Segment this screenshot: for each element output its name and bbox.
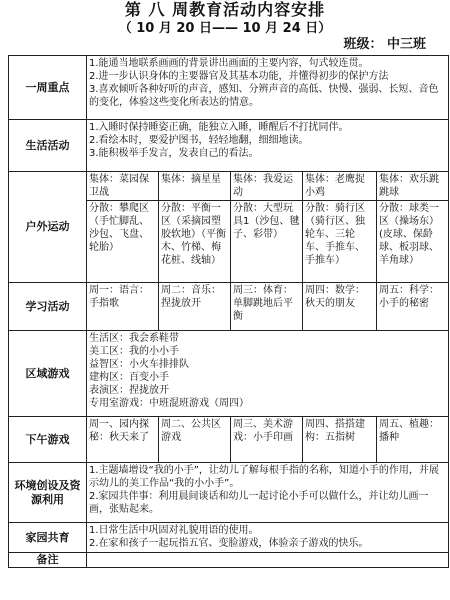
notes-content (87, 553, 449, 568)
label-life-activity: 生活活动 (9, 120, 87, 172)
page-title: 第 八 周教育活动内容安排 (124, 0, 326, 19)
outdoor-group-tue: 分散：平衡一区（采摘园塑胶软地）（平衡木、竹梯、梅花桩、线轴） (159, 201, 231, 283)
learning-wed: 周三：体育：单脚跳地后平衡 (231, 283, 303, 331)
home-cooperation-content (87, 523, 449, 553)
learning-thu: 周四：数学：秋天的朋友 (303, 283, 377, 331)
outdoor-collective-wed: 集体：我爱运动 (231, 172, 303, 201)
learning-tue: 周二：音乐：捏拢放开 (159, 283, 231, 331)
environment-line-1: 1.主题墙增设“我的小手”，让幼儿了解每根手指的名称，知道小手的作用，并展示幼儿的美工作品“我的小小手”。 (89, 465, 439, 489)
outdoor-collective-tue: 集体：摘星星 (159, 172, 231, 201)
outdoor-group-fri: 分散：球类一区（操场东）(皮球、保龄球、板羽球、羊角球） (377, 201, 449, 283)
row-weekly-focus (9, 56, 449, 120)
focus-line-2: 2.进一步认识身体的主要器官及其基本功能，并懂得初步的保护方法 (89, 71, 389, 82)
outdoor-group-thu: 分散：骑行区（骑行区、独轮车、三轮车、手推车、手推车） (303, 201, 377, 283)
row-environment (9, 463, 449, 523)
area-line-5: 表演区：捏拢放开 (89, 385, 169, 396)
outdoor-collective-mon: 集体：菜园保卫战 (87, 172, 159, 201)
afternoon-fri: 周五、植趣：播种 (377, 417, 449, 463)
row-afternoon-games (9, 417, 449, 463)
afternoon-mon: 周一、园内探秘：秋天来了 (87, 417, 159, 463)
label-outdoor: 户外运动 (9, 172, 87, 283)
life-line-1: 1.入睡时保持睡姿正确，能独立入睡，睡醒后不打扰同伴。 (89, 122, 349, 133)
afternoon-thu: 周四、搭搭建构：五指树 (303, 417, 377, 463)
focus-line-1: 1.能通当地联系画画的背景讲出画面的主要内容，句式较连贯。 (89, 58, 369, 69)
afternoon-wed: 周三、美术游戏：小手印画 (231, 417, 303, 463)
label-notes: 备注 (9, 553, 87, 568)
environment-line-2: 2.家园共伴事：利用晨间谈话和幼儿一起讨论小手可以做什么，并让幼儿画一画，张贴起来。 (89, 491, 429, 515)
row-learning (9, 283, 449, 331)
environment-content (87, 463, 449, 523)
label-environment: 环境创设及资源利用 (9, 463, 87, 523)
area-games-content (87, 331, 449, 417)
weekly-focus-content (87, 56, 449, 120)
row-notes (9, 553, 449, 568)
area-line-1: 生活区：我会系鞋带 (89, 333, 179, 344)
date-range: （ 10 月 20 日—— 10 月 24 日） (118, 21, 332, 36)
life-line-3: 3.能积极举手发言，发表自己的看法。 (89, 148, 259, 159)
row-life-activity (9, 120, 449, 172)
home-line-2: 2.在家和孩子一起玩指五官、变脸游戏，体验亲子游戏的快乐。 (89, 538, 369, 549)
life-line-2: 2.看绘本时，要爱护图书，轻轻地翻，细细地读。 (89, 135, 309, 146)
outdoor-group-wed: 分散：大型玩具1（沙包、毽子、彩带） (231, 201, 303, 283)
label-area-games: 区域游戏 (9, 331, 87, 417)
label-afternoon-games: 下午游戏 (9, 417, 87, 463)
area-line-4: 建构区：百变小手 (89, 372, 169, 383)
class-label: 班级： 中三班 (343, 37, 426, 52)
home-line-1: 1.日常生活中巩固对礼貌用语的使用。 (89, 525, 259, 536)
outdoor-group-mon: 分散：攀爬区（手忙脚乱、沙包、飞盘、轮胎） (87, 201, 159, 283)
area-line-6: 专用室游戏：中班混班游戏（周四） (89, 398, 249, 409)
learning-fri: 周五：科学：小手的秘密 (377, 283, 449, 331)
life-activity-content (87, 120, 449, 172)
row-home-cooperation (9, 523, 449, 553)
outdoor-collective-fri: 集体：欢乐跳跳球 (377, 172, 449, 201)
area-line-3: 益智区：小火车排排队 (89, 359, 189, 370)
learning-mon: 周一：语言：手指歌 (87, 283, 159, 331)
area-line-2: 美工区：我的小小手 (89, 346, 179, 357)
schedule-table (8, 55, 449, 568)
row-area-games (9, 331, 449, 417)
outdoor-collective-thu: 集体：老鹰捉小鸡 (303, 172, 377, 201)
label-home-cooperation: 家园共育 (9, 523, 87, 553)
label-learning: 学习活动 (9, 283, 87, 331)
afternoon-tue: 周二、公共区游戏 (159, 417, 231, 463)
row-outdoor-collective (9, 172, 449, 201)
focus-line-3: 3.喜欢倾听各种好听的声音，感知、分辨声音的高低、快慢、强弱、长短、音色的变化，体验这些变化所表达的情意。 (89, 84, 439, 108)
label-weekly-focus: 一周重点 (9, 56, 87, 120)
